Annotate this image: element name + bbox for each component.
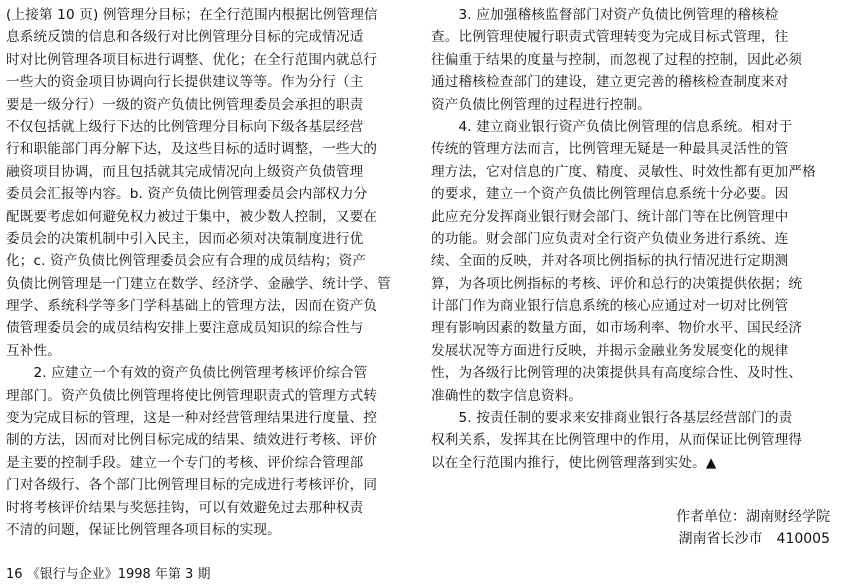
text-line: 要是一级分行）一级的资产负债比例管理委员会承担的职责 bbox=[6, 96, 364, 113]
text-line: 理有影响因素的数量方面，如市场利率、物价水平、国民经济 bbox=[431, 320, 803, 337]
text-line: 通过稽核检查部门的建设，建立更完善的稽核检查制度来对 bbox=[431, 74, 789, 91]
author-address: 湖南省长沙市 410005 bbox=[678, 531, 830, 547]
text-line: 融资项目协调，而且包括就其完成情况向上级资产负债管理 bbox=[6, 163, 364, 180]
text-line: 不仅包括就上级行下达的比例管理分目标向下级各基层经营 bbox=[6, 118, 364, 135]
text-line: 3. 应加强稽核监督部门对资产负债比例管理的稽核检 bbox=[431, 7, 779, 23]
text-line: 互补性。 bbox=[6, 342, 61, 359]
text-line: 息系统反馈的信息和各级行对比例管理分目标的完成情况适 bbox=[6, 29, 364, 46]
text-line: 不清的问题，保证比例管理各项目标的实现。 bbox=[6, 521, 281, 538]
text-line: 往偏重于结果的度量与控制，而忽视了过程的控制，因此必须 bbox=[431, 51, 803, 68]
author-info bbox=[676, 506, 830, 550]
text-line: 查。比例管理使履行职责式管理转变为完成目标式管理，往 bbox=[431, 29, 789, 46]
text-line: 委员会汇报等内容。b. 资产负债比例管理委员会内部权力分 bbox=[6, 186, 368, 203]
text-line: 权利关系，发挥其在比例管理中的作用，从而保证比例管理得 bbox=[431, 432, 803, 449]
text-line: 发展状况等方面进行反映，并揭示金融业务发展变化的规律 bbox=[431, 342, 789, 359]
text-line: 理部门。资产负债比例管理将使比例管理职责式的管理方式转 bbox=[6, 387, 378, 404]
page-number: 16 bbox=[6, 567, 23, 582]
text-line: 委员会的决策机制中引入民主，因而必须对决策制度进行优 bbox=[6, 230, 364, 247]
text-line: 的要求，建立一个资产负债比例管理信息系统十分必要。因 bbox=[431, 186, 789, 203]
text-line: 2. 应建立一个有效的资产负债比例管理考核评价综合管 bbox=[6, 365, 368, 382]
text-line: 以在全行范围内推行，使比例管理落到实处。▲ bbox=[431, 454, 717, 471]
text-line: 配既要考虑如何避免权力被过于集中，被少数人控制，又要在 bbox=[6, 208, 378, 225]
left-column bbox=[6, 4, 406, 541]
page-footer bbox=[6, 563, 210, 582]
text-line: 理方法，它对信息的广度、精度、灵敏性、时效性都有更加严格 bbox=[431, 163, 816, 180]
text-line: 时对比例管理各项目标进行调整、优化；在全行范围内就总行 bbox=[6, 51, 378, 68]
text-line: 行和职能部门再分解下达，及这些目标的适时调整，一些大的 bbox=[6, 141, 378, 158]
text-line: 传统的管理方法而言，比例管理无疑是一种最具灵活性的管 bbox=[431, 141, 789, 158]
text-line: 变为完成目标的管理，这是一种对经营管理结果进行度量、控 bbox=[6, 410, 378, 427]
text-line: 时将考核评价结果与奖惩挂钩，可以有效避免过去那种权责 bbox=[6, 499, 364, 516]
text-line: 债管理委员会的成员结构安排上要注意成员知识的综合性与 bbox=[6, 320, 364, 337]
text-line: 制的方法，因而对比例目标完成的结果、绩效进行考核、评价 bbox=[6, 432, 378, 449]
text-line: (上接第 10 页) 例管理分目标；在全行范围内根据比例管理信 bbox=[6, 7, 378, 23]
text-line: 门对各级行、各个部门比例管理目标的完成进行考核评价，同 bbox=[6, 477, 378, 494]
text-line: 5. 按责任制的要求来安排商业银行各基层经营部门的责 bbox=[431, 410, 793, 427]
text-line: 负债比例管理是一门建立在数学、经济学、金融学、统计学、管 bbox=[6, 275, 391, 292]
author-unit: 作者单位：湖南财经学院 bbox=[676, 509, 830, 525]
text-line: 4. 建立商业银行资产负债比例管理的信息系统。相对于 bbox=[431, 118, 793, 135]
journal-issue: 《银行与企业》1998 年第 3 期 bbox=[26, 567, 211, 582]
text-line: 理学、系统科学等多门学科基础上的管理方法，因而在资产负 bbox=[6, 298, 378, 315]
text-line: 一些大的资金项目协调向行长提供建议等等。作为分行（主 bbox=[6, 74, 364, 91]
text-line: 此应充分发挥商业银行财会部门、统计部门等在比例管理中 bbox=[431, 208, 789, 225]
text-line: 准确性的数字信息资料。 bbox=[431, 387, 583, 404]
text-line: 资产负债比例管理的过程进行控制。 bbox=[431, 96, 651, 113]
text-line: 算，为各项比例指标的考核、评价和总行的决策提供依据；统 bbox=[431, 275, 803, 292]
text-line: 计部门作为商业银行信息系统的核心应通过对一切对比例管 bbox=[431, 298, 789, 315]
text-line: 续、全面的反映，并对各项比例指标的执行情况进行定期测 bbox=[431, 253, 789, 270]
text-line: 化；c. 资产负债比例管理委员会应有合理的成员结构；资产 bbox=[6, 253, 367, 270]
right-column bbox=[431, 4, 831, 474]
text-line: 性，为各级行比例管理的决策提供具有高度综合性、及时性、 bbox=[431, 365, 803, 382]
text-line: 是主要的控制手段。建立一个专门的考核、评价综合管理部 bbox=[6, 454, 364, 471]
text-line: 的功能。财会部门应负责对全行资产负债业务进行系统、连 bbox=[431, 230, 789, 247]
